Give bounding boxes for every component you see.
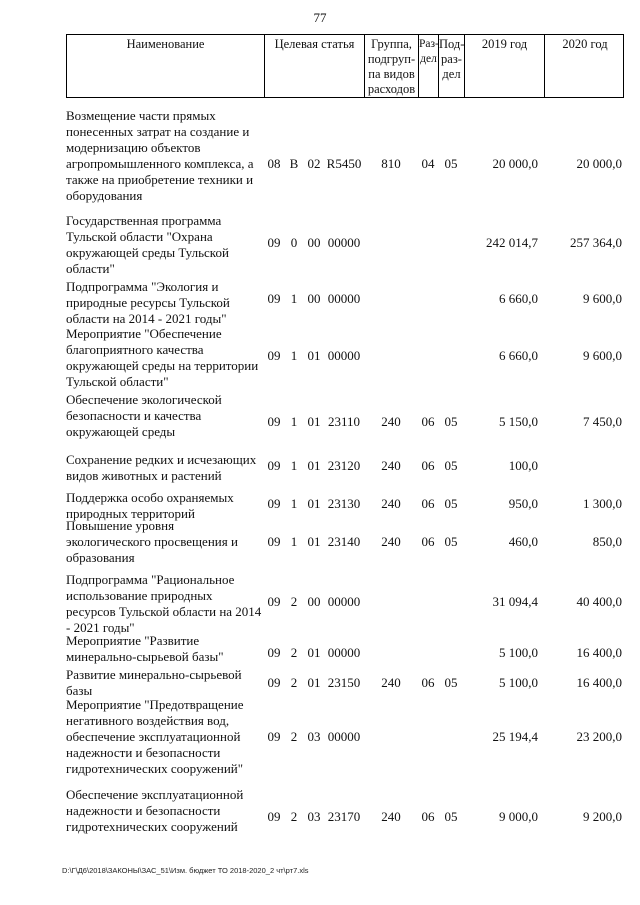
cell-name: Обеспечение эксплуатационной надежности и безопасности гидротехнических сооружений — [66, 787, 244, 834]
cell-c3: 01 — [307, 414, 321, 429]
cell-c1: 09 — [267, 414, 281, 429]
cell-y2019: 950,0 — [508, 496, 538, 511]
cell-y2019: 31 094,4 — [492, 594, 538, 609]
cell-group: 240 — [381, 534, 401, 549]
cell-c4: 23120 — [327, 458, 361, 473]
cell-c2: 1 — [290, 414, 298, 429]
cell-name: Поддержка особо охраняемых природных территорий — [66, 490, 234, 521]
cell-group: 240 — [381, 496, 401, 511]
cell-y2020: 20 000,0 — [576, 156, 622, 171]
cell-c2: 2 — [290, 809, 298, 824]
cell-c1: 09 — [267, 594, 281, 609]
cell-c3: 02 — [307, 156, 321, 171]
cell-c2: В — [289, 156, 299, 171]
cell-section: 06 — [421, 534, 435, 549]
cell-y2019: 6 660,0 — [499, 348, 538, 363]
cell-name: Повышение уровня экологического просвещения и образования — [66, 518, 238, 565]
cell-c1: 09 — [267, 645, 281, 660]
cell-c1: 09 — [267, 458, 281, 473]
cell-c4: 00000 — [327, 235, 361, 250]
header-2019: 2019 год — [465, 35, 545, 97]
cell-c3: 01 — [307, 496, 321, 511]
cell-c3: 01 — [307, 348, 321, 363]
cell-name: Мероприятие "Обеспечение благоприятного качества окружающей среды на территории Тульской области" — [66, 326, 259, 389]
cell-c4: 23140 — [327, 534, 361, 549]
cell-c4: 00000 — [327, 645, 361, 660]
cell-y2019: 460,0 — [508, 534, 538, 549]
cell-section: 06 — [421, 496, 435, 511]
cell-y2019: 242 014,7 — [486, 235, 538, 250]
cell-y2020: 16 400,0 — [576, 675, 622, 690]
cell-c1: 09 — [267, 235, 281, 250]
cell-group: 240 — [381, 458, 401, 473]
cell-c2: 1 — [290, 458, 298, 473]
header-subsection: Под- раз- дел — [439, 35, 465, 97]
cell-c2: 1 — [290, 291, 298, 306]
cell-c3: 03 — [307, 809, 321, 824]
cell-c1: 09 — [267, 675, 281, 690]
cell-y2020: 257 364,0 — [570, 235, 622, 250]
cell-y2020: 9 600,0 — [583, 348, 622, 363]
cell-c4: 00000 — [327, 729, 361, 744]
cell-subsection: 05 — [444, 156, 458, 171]
cell-c2: 2 — [290, 594, 298, 609]
cell-subsection: 05 — [444, 675, 458, 690]
cell-subsection: 05 — [444, 809, 458, 824]
cell-y2020: 1 300,0 — [583, 496, 622, 511]
cell-y2020: 16 400,0 — [576, 645, 622, 660]
cell-c1: 09 — [267, 496, 281, 511]
cell-section: 06 — [421, 414, 435, 429]
cell-c1: 09 — [267, 729, 281, 744]
cell-y2019: 6 660,0 — [499, 291, 538, 306]
page-number: 77 — [313, 10, 327, 25]
cell-name: Обеспечение экологической безопасности и качества окружающей среды — [66, 392, 222, 439]
cell-subsection: 05 — [444, 414, 458, 429]
budget-table — [66, 34, 624, 834]
cell-group: 240 — [381, 675, 401, 690]
cell-c4: R5450 — [326, 156, 362, 171]
cell-name: Подпрограмма "Рациональное использование природных ресурсов Тульской области на 2014 - 2021 годы" — [66, 572, 262, 635]
cell-name: Возмещение части прямых понесенных затрат на создание и модернизацию объектов агропромышленного комплекса, а также на приобретение техники и оборудования — [66, 108, 254, 203]
cell-c4: 23170 — [327, 809, 361, 824]
cell-c3: 01 — [307, 534, 321, 549]
cell-name: Подпрограмма "Экология и природные ресурсы Тульской области на 2014 - 2021 годы" — [66, 279, 230, 326]
cell-c3: 00 — [307, 291, 321, 306]
cell-y2020: 23 200,0 — [576, 729, 622, 744]
cell-y2019: 9 000,0 — [499, 809, 538, 824]
cell-subsection: 05 — [444, 496, 458, 511]
cell-name: Мероприятие "Развитие минерально-сырьевой базы" — [66, 633, 224, 664]
cell-group: 810 — [381, 156, 401, 171]
cell-section: 06 — [421, 809, 435, 824]
cell-y2020: 9 200,0 — [583, 809, 622, 824]
header-name: Наименование — [67, 35, 265, 97]
cell-y2020: 7 450,0 — [583, 414, 622, 429]
cell-section: 04 — [421, 156, 435, 171]
cell-subsection: 05 — [444, 458, 458, 473]
header-target: Целевая статья — [265, 35, 365, 97]
cell-name: Мероприятие "Предотвращение негативного воздействия вод, обеспечение эксплуатационной надежности и безопасности гидротехнических сооружений" — [66, 697, 244, 776]
cell-name: Сохранение редких и исчезающих видов животных и растений — [66, 452, 257, 483]
cell-y2020: 40 400,0 — [576, 594, 622, 609]
cell-c1: 09 — [267, 809, 281, 824]
cell-y2020: 9 600,0 — [583, 291, 622, 306]
cell-y2019: 5 100,0 — [499, 675, 538, 690]
cell-c2: 2 — [290, 645, 298, 660]
cell-y2019: 5 100,0 — [499, 645, 538, 660]
cell-y2019: 5 150,0 — [499, 414, 538, 429]
cell-c1: 09 — [267, 534, 281, 549]
header-group: Группа, подгруп- па видов расходов — [365, 35, 419, 97]
table-header — [66, 34, 624, 98]
cell-c3: 01 — [307, 458, 321, 473]
cell-c1: 09 — [267, 291, 281, 306]
cell-c4: 23130 — [327, 496, 361, 511]
cell-y2019: 100,0 — [508, 458, 538, 473]
cell-c4: 23110 — [327, 414, 361, 429]
header-section: Раз- дел — [419, 35, 439, 97]
cell-c4: 00000 — [327, 291, 361, 306]
cell-c3: 01 — [307, 675, 321, 690]
cell-c4: 23150 — [327, 675, 361, 690]
cell-c2: 1 — [290, 496, 298, 511]
cell-c3: 00 — [307, 235, 321, 250]
cell-c1: 09 — [267, 348, 281, 363]
cell-section: 06 — [421, 675, 435, 690]
cell-c2: 1 — [290, 534, 298, 549]
header-2020: 2020 год — [562, 37, 608, 51]
cell-group: 240 — [381, 809, 401, 824]
cell-c3: 01 — [307, 645, 321, 660]
cell-c2: 1 — [290, 348, 298, 363]
cell-section: 06 — [421, 458, 435, 473]
cell-y2019: 20 000,0 — [492, 156, 538, 171]
cell-y2019: 25 194,4 — [492, 729, 538, 744]
cell-name: Развитие минерально-сырьевой базы — [66, 667, 242, 698]
cell-c2: 2 — [290, 729, 298, 744]
file-path-footer: D:\Г\Д6\2018\ЗАКОНЫ\ЗАС_51\Изм. бюджет ТО 2018-2020_2 чт\рт7.xls — [62, 866, 309, 875]
cell-c2: 2 — [290, 675, 298, 690]
cell-c3: 00 — [307, 594, 321, 609]
cell-subsection: 05 — [444, 534, 458, 549]
cell-name: Государственная программа Тульской области "Охрана окружающей среды Тульской области" — [66, 213, 229, 276]
cell-c3: 03 — [307, 729, 321, 744]
cell-c4: 00000 — [327, 348, 361, 363]
cell-c1: 08 — [267, 156, 281, 171]
cell-group: 240 — [381, 414, 401, 429]
cell-y2020: 850,0 — [592, 534, 622, 549]
cell-c4: 00000 — [327, 594, 361, 609]
cell-c2: 0 — [290, 235, 298, 250]
